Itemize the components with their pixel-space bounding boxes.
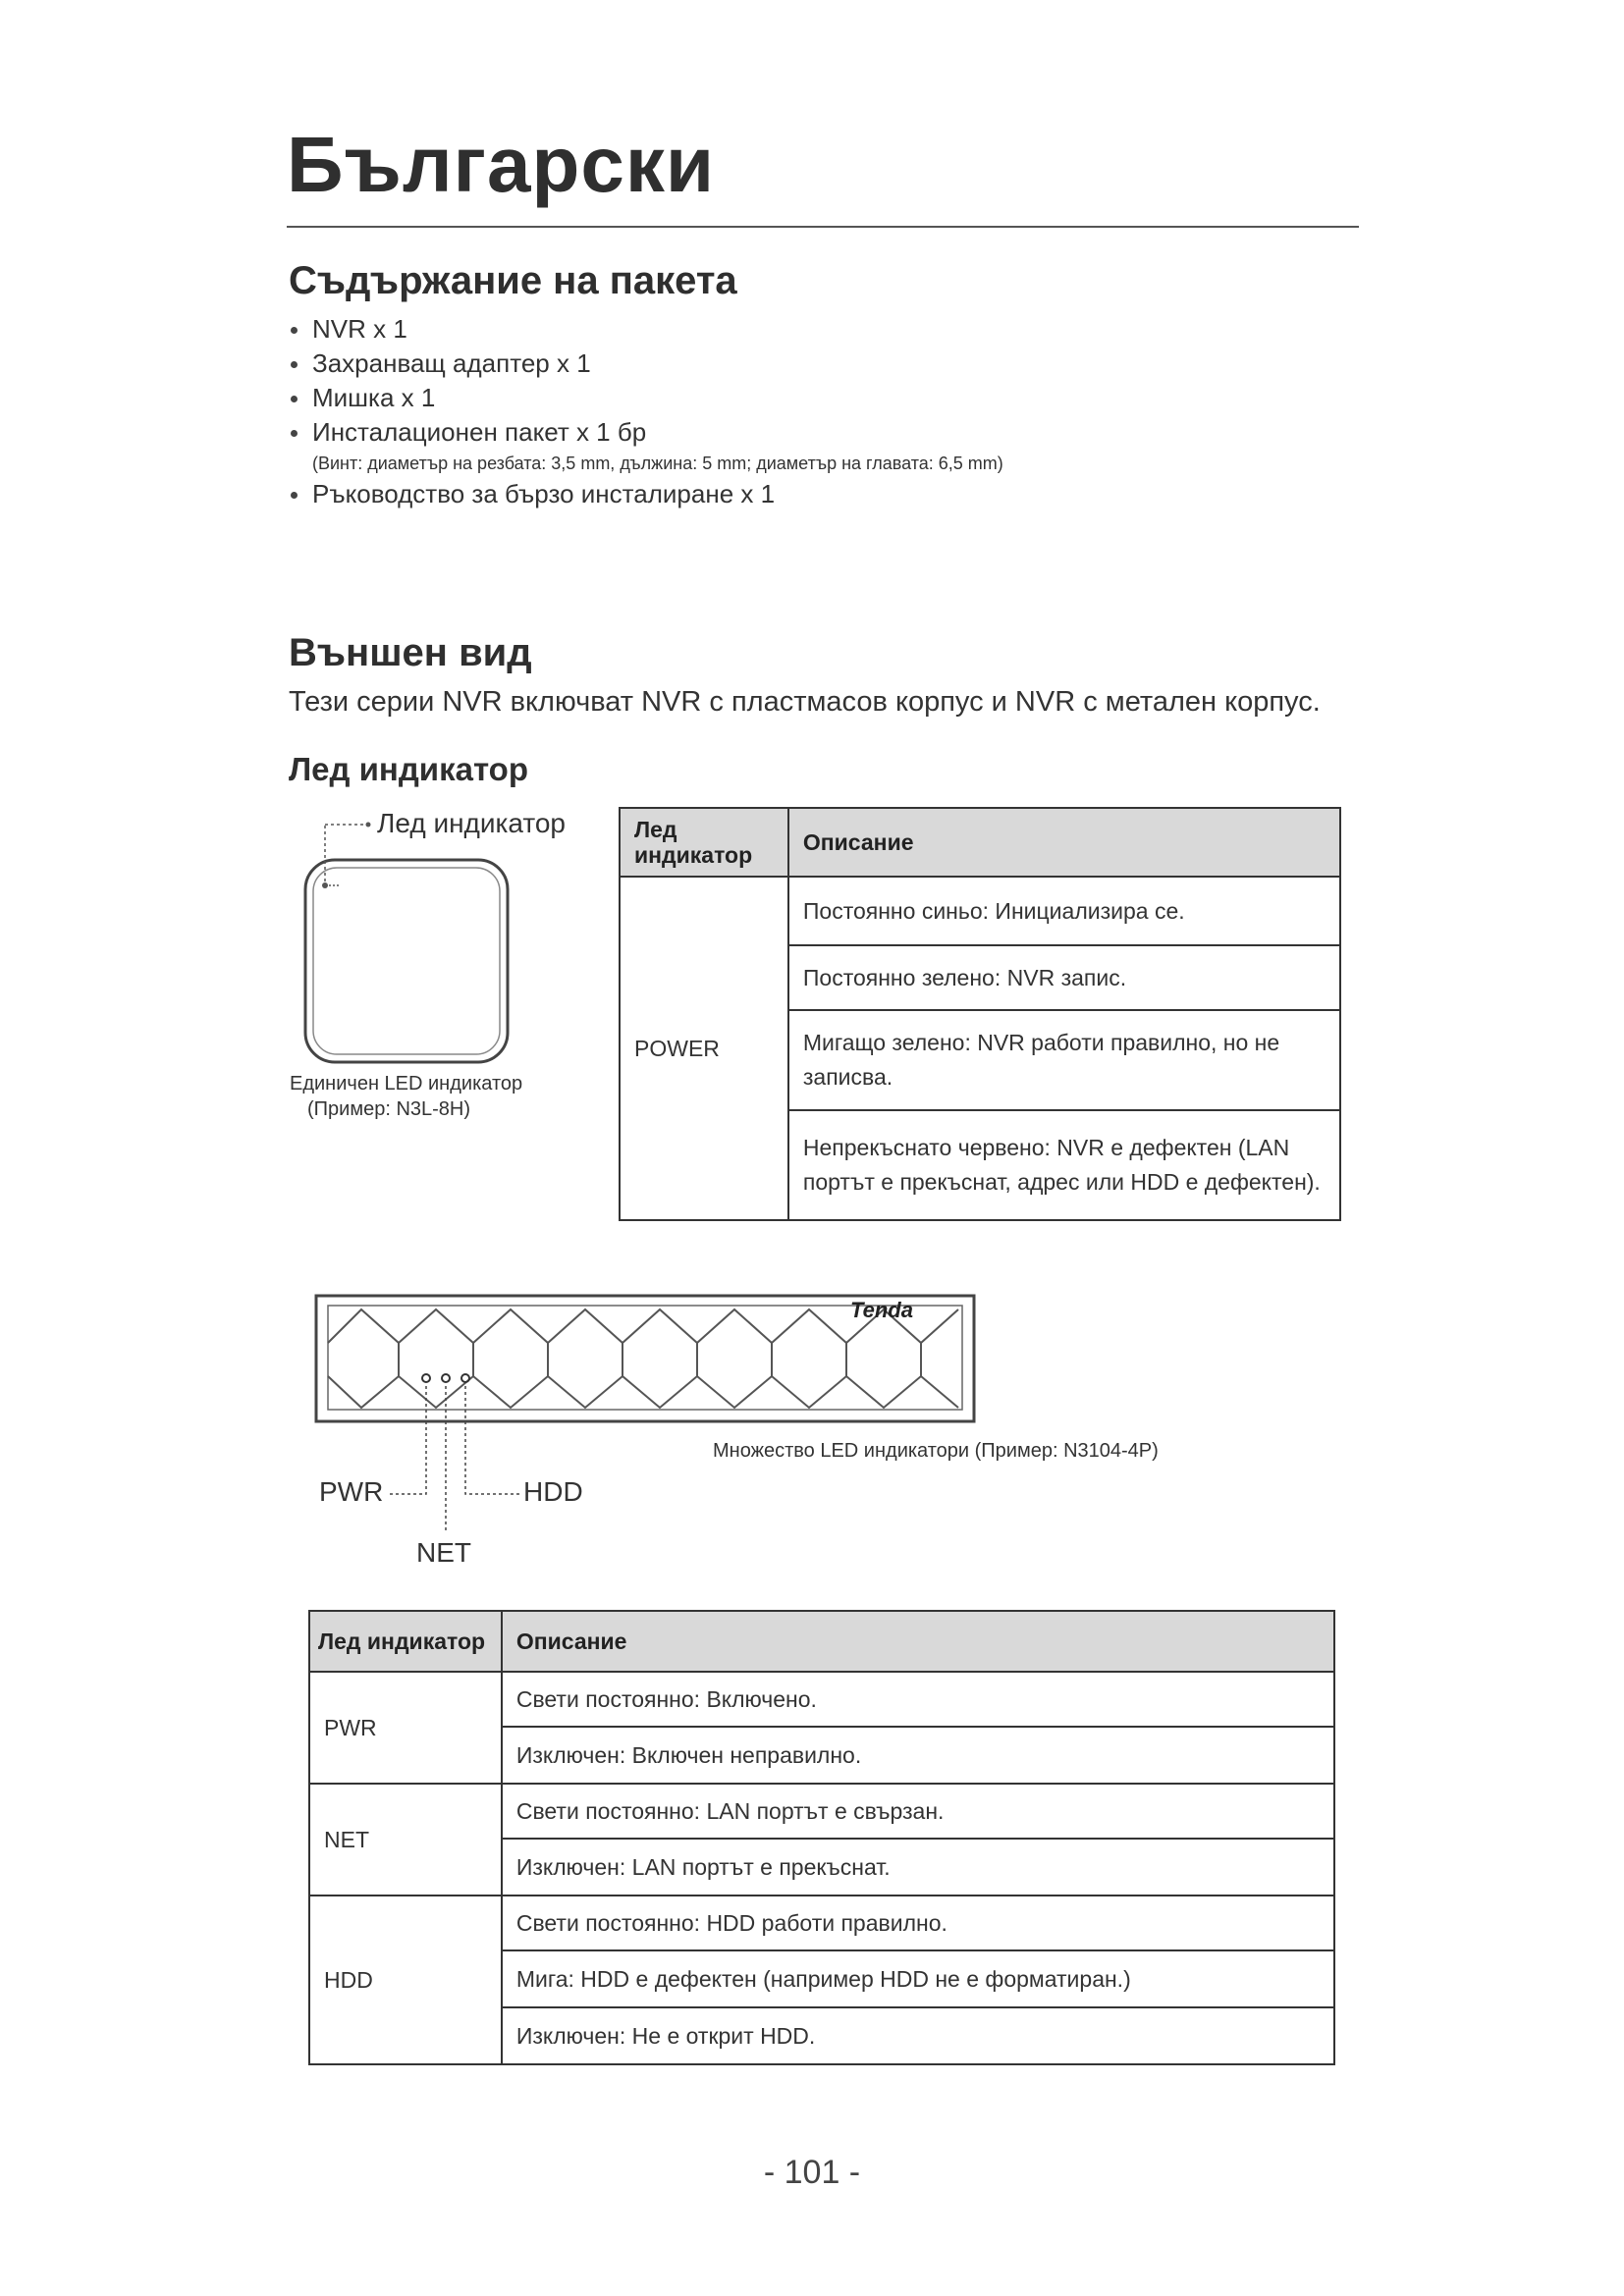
list-item: Мишка x 1 xyxy=(289,381,1329,415)
multi-led-caption: Множество LED индикатори (Пример: N3104-4P) xyxy=(713,1440,1159,1462)
indicator-cell: NET xyxy=(309,1784,502,1896)
column-header-indicator: Лед индикатор xyxy=(309,1611,502,1672)
column-header-description: Описание xyxy=(788,808,1340,877)
tenda-logo: Tenda xyxy=(850,1298,913,1322)
description-cell: Мигащо зелено: NVR работи правилно, но не записва. xyxy=(788,1010,1340,1110)
list-item: Захранващ адаптер x 1 xyxy=(289,347,1329,381)
table-row xyxy=(309,1672,1334,1727)
table-header-row xyxy=(309,1611,1334,1672)
description-cell: Изключен: Включен неправилно. xyxy=(502,1727,1334,1784)
screw-note: (Винт: диаметър на резбата: 3,5 mm, дължина: 5 mm; диаметър на главата: 6,5 mm) xyxy=(312,454,1003,473)
hdd-label: HDD xyxy=(523,1476,583,1507)
indicator-cell: POWER xyxy=(620,877,788,1220)
table-row xyxy=(309,1896,1334,1950)
description-cell: Мига: HDD е дефектен (например HDD не е форматиран.) xyxy=(502,1950,1334,2007)
single-led-example: (Пример: N3L-8H) xyxy=(307,1098,471,1120)
column-header-description: Описание xyxy=(502,1611,1334,1672)
description-cell: Постоянно синьо: Инициализира се. xyxy=(788,877,1340,945)
indicator-cell: HDD xyxy=(309,1896,502,2064)
package-heading: Съдържание на пакета xyxy=(289,259,737,302)
pwr-label: PWR xyxy=(319,1476,384,1507)
single-led-table xyxy=(619,807,1341,1221)
description-cell: Изключен: Не е открит HDD. xyxy=(502,2007,1334,2064)
list-item: Ръководство за бързо инсталиране x 1 xyxy=(289,477,1329,511)
description-cell: Непрекъснато червено: NVR е дефектен (LAN портът е прекъснат, адрес или HDD е дефектен). xyxy=(788,1110,1340,1220)
package-list xyxy=(289,312,1329,511)
column-header-indicator: Лед индикатор xyxy=(620,808,788,877)
single-led-caption: Единичен LED индикатор xyxy=(290,1073,523,1095)
table-header-row xyxy=(620,808,1340,877)
description-cell: Свети постоянно: Включено. xyxy=(502,1672,1334,1727)
table-row xyxy=(309,1784,1334,1839)
net-label: NET xyxy=(416,1537,471,1568)
description-cell: Постоянно зелено: NVR запис. xyxy=(788,945,1340,1010)
single-led-device-illustration xyxy=(290,805,525,1065)
multi-led-table xyxy=(308,1610,1335,2065)
table-row xyxy=(620,877,1340,945)
page-title: Български xyxy=(287,121,716,208)
appearance-description: Тези серии NVR включват NVR с пластмасов корпус и NVR с метален корпус. xyxy=(289,686,1321,718)
led-callout-label: Лед индикатор xyxy=(377,808,567,838)
list-item: Инсталационен пакет x 1 бр xyxy=(289,415,1329,450)
description-cell: Свети постоянно: LAN портът е свързан. xyxy=(502,1784,1334,1839)
title-divider xyxy=(287,226,1359,228)
list-item: NVR x 1 xyxy=(289,312,1329,347)
led-heading: Лед индикатор xyxy=(289,751,528,787)
description-cell: Изключен: LAN портът е прекъснат. xyxy=(502,1839,1334,1896)
page-number: - 101 - xyxy=(763,2154,861,2191)
appearance-heading: Външен вид xyxy=(289,631,532,674)
description-cell: Свети постоянно: HDD работи правилно. xyxy=(502,1896,1334,1950)
multi-led-device-illustration xyxy=(312,1288,980,1563)
indicator-cell: PWR xyxy=(309,1672,502,1784)
